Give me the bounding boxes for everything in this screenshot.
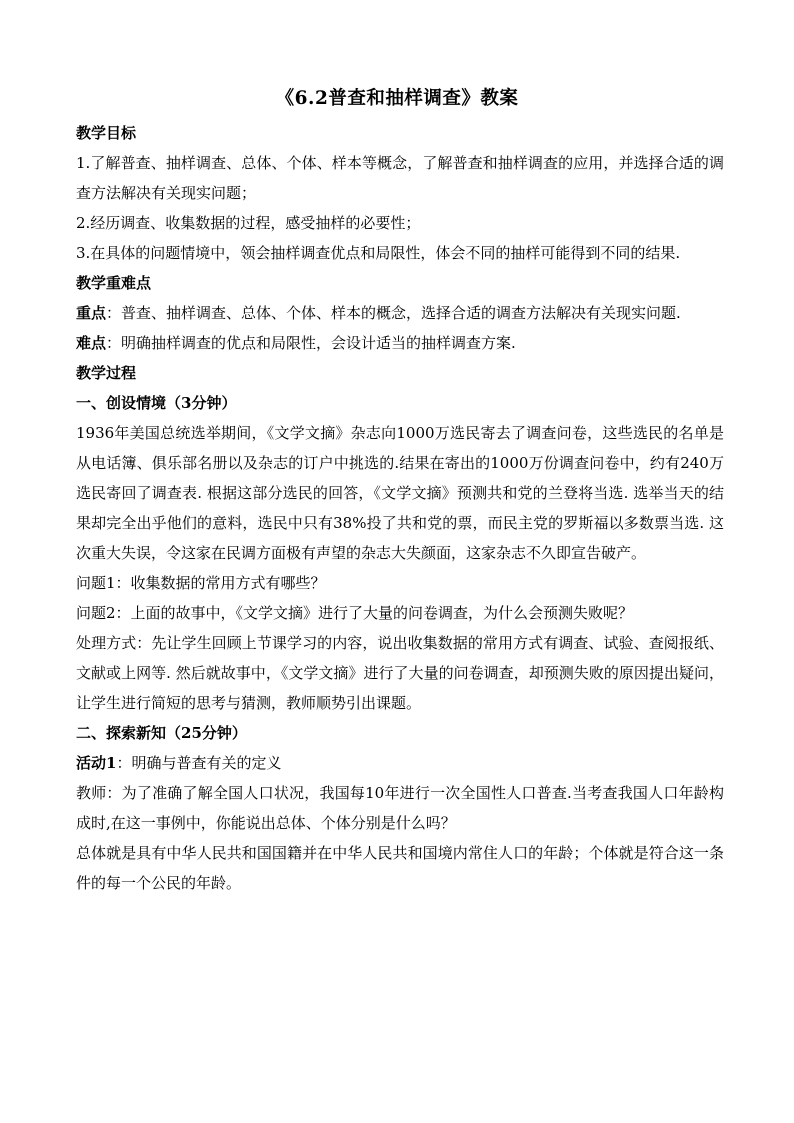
- activity-1: [76, 748, 724, 778]
- difficult-point: [76, 328, 724, 358]
- teacher-paragraph: 教师：为了准确了解全国人口状况，我国每10年进行一次全国性人口普查.当考查我国人口年龄构成时,在这一事例中，你能说出总体、个体分别是什么吗？: [76, 784, 724, 832]
- part1-heading: 一、创设情境（3分钟）: [76, 394, 237, 412]
- key-point: [76, 298, 724, 328]
- key-point-text: ：普查、抽样调查、总体、个体、样本的概念，选择合适的调查方法解决有关现实问题.: [106, 304, 681, 322]
- document-title: 《6.2普查和抽样调查》教案: [275, 88, 519, 109]
- activity-1-text: ：明确与普查有关的定义: [116, 754, 282, 772]
- keypoints-heading: 教学重难点: [76, 274, 152, 292]
- answer-paragraph: 总体就是具有中华人民共和国国籍并在中华人民共和国境内常住人口的年龄；个体就是符合这一条件的每一个公民的年龄。: [76, 844, 724, 892]
- goal-2: 2.经历调查、收集数据的过程，感受抽样的必要性；: [76, 214, 421, 232]
- difficult-point-label: 难点: [76, 334, 107, 352]
- activity-1-label: 活动1: [76, 754, 117, 772]
- story-paragraph: 1936年美国总统选举期间，《文学文摘》杂志向1000万选民寄去了调查问卷，这些选民的名单是从电话簿、俱乐部名册以及杂志的订户中挑选的.结果在寄出的1000万份调查问卷中，约有240万选民寄回了调查表. 根据这部分选民的回答，《文学文摘》预测共和党的兰登将当选. 选举当天的结果却完全出乎他们的意料，选民中只有38%投了共和党的票，而民主党的罗斯福以多数票当选. 这次重大失误，令这家在民调方面极有声望的杂志大失颜面，这家杂志不久即宣告破产。: [76, 424, 724, 562]
- question-2: 问题2：上面的故事中，《文学文摘》进行了大量的问卷调查，为什么会预测失败呢？: [76, 604, 634, 622]
- goal-1: 1.了解普查、抽样调查、总体、个体、样本等概念，了解普查和抽样调查的应用，并选择合适的调查方法解决有关现实问题；: [76, 154, 724, 202]
- handling-paragraph: 处理方式：先让学生回顾上节课学习的内容，说出收集数据的常用方式有调查、试验、查阅报纸、文献或上网等. 然后就故事中，《文学文摘》进行了大量的问卷调查，却预测失败的原因提出疑问，让学生进行简短的思考与猜测，教师顺势引出课题。: [76, 634, 724, 712]
- part2-heading: 二、探索新知（25分钟）: [76, 724, 247, 742]
- goals-heading: 教学目标: [76, 124, 137, 142]
- difficult-point-text: ：明确抽样调查的优点和局限性，会设计适当的抽样调查方案.: [106, 334, 516, 352]
- goal-3: 3.在具体的问题情境中，领会抽样调查优点和局限性，体会不同的抽样可能得到不同的结果.: [76, 244, 681, 262]
- document-body: [76, 118, 724, 898]
- key-point-label: 重点: [76, 304, 107, 322]
- process-heading: 教学过程: [76, 364, 137, 382]
- question-1: 问题1：收集数据的常用方式有哪些？: [76, 574, 326, 592]
